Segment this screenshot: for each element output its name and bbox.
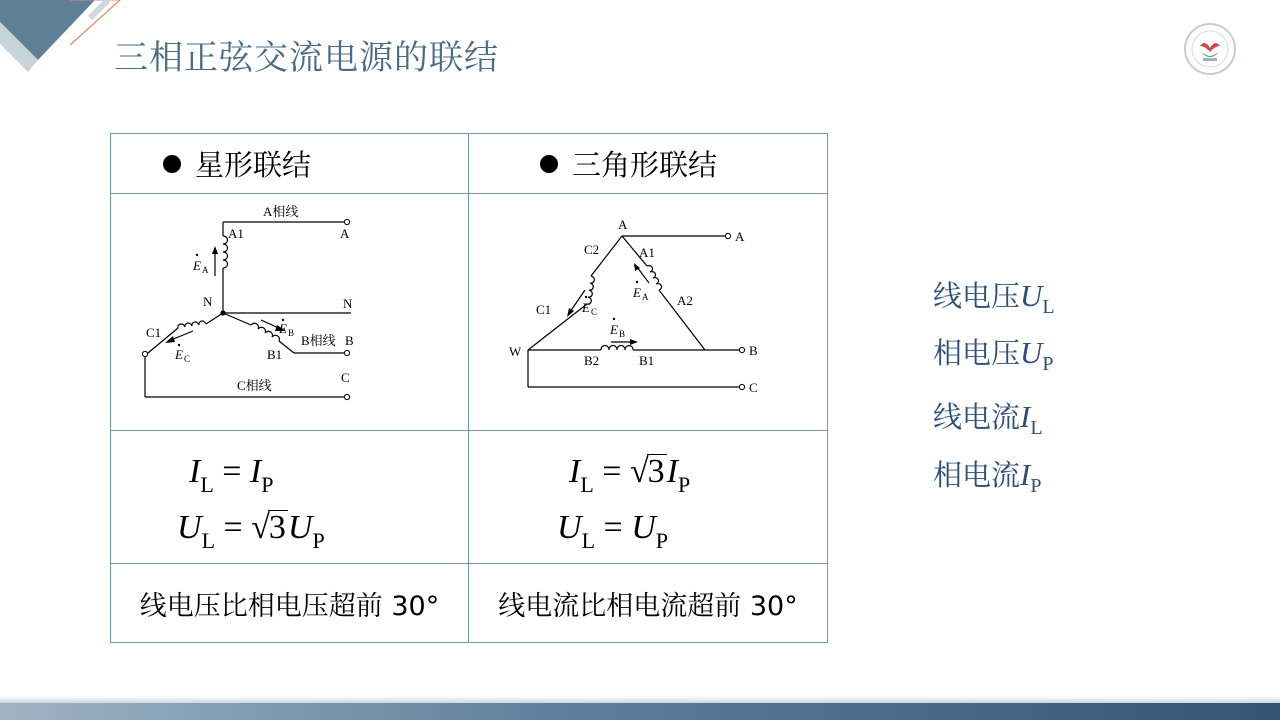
bullet-icon bbox=[540, 155, 558, 173]
n-node-label: N bbox=[203, 294, 213, 309]
ea-sub-label: A bbox=[202, 265, 209, 275]
a-node-label: A bbox=[618, 217, 628, 232]
star-note: 线电压比相电压超前 30° bbox=[139, 590, 440, 622]
b-line-label: B相线 bbox=[301, 333, 336, 348]
star-equations-cell bbox=[111, 431, 469, 564]
star-diagram-cell bbox=[111, 194, 469, 431]
w-node-label: W bbox=[509, 344, 522, 359]
c2-label: C2 bbox=[584, 242, 600, 257]
b1-label: B1 bbox=[639, 353, 655, 368]
eb-sub-label: B bbox=[619, 329, 626, 339]
delta-note: 线电流比相电流超前 30° bbox=[498, 590, 798, 622]
comparison-table bbox=[110, 133, 828, 643]
a2-label: A2 bbox=[677, 293, 693, 308]
side-line-current: 线电流$I_L$ bbox=[933, 399, 1043, 439]
ec-label: E bbox=[175, 347, 183, 362]
delta-note-cell bbox=[469, 564, 828, 643]
a1-label: A1 bbox=[639, 245, 655, 260]
c-line-label: C相线 bbox=[237, 378, 272, 393]
c-terminal-label: C bbox=[341, 370, 350, 385]
ec-label: E bbox=[582, 300, 590, 315]
ec-sub-label: C bbox=[591, 307, 598, 317]
ea-sub-label: A bbox=[642, 292, 649, 302]
b1-label: B1 bbox=[267, 347, 283, 362]
star-heading: 星形联结 bbox=[195, 148, 312, 182]
school-logo bbox=[1183, 22, 1237, 76]
star-connection-diagram bbox=[111, 194, 468, 426]
page-title: 三相正弦交流电源的联结 bbox=[114, 38, 499, 78]
b-terminal-label: B bbox=[345, 333, 354, 348]
delta-current-equation: $I_L = √3I_P$ bbox=[569, 453, 691, 497]
star-current-equation: $I_L = I_P$ bbox=[189, 453, 274, 497]
a-line-label: A相线 bbox=[263, 204, 299, 219]
side-line-voltage: 线电压$U_L$ bbox=[933, 278, 1055, 318]
a-terminal-label: A bbox=[735, 229, 745, 244]
eb-sub-label: B bbox=[288, 328, 295, 338]
c1-label: C1 bbox=[536, 302, 552, 317]
ec-sub-label: C bbox=[184, 354, 191, 364]
delta-connection-diagram bbox=[469, 194, 827, 426]
ea-label: E bbox=[193, 258, 201, 273]
bottom-shadow bbox=[0, 696, 1280, 703]
delta-heading-cell bbox=[469, 134, 828, 194]
star-heading-cell bbox=[111, 134, 469, 194]
b-terminal-label: B bbox=[749, 343, 758, 358]
star-voltage-equation: $U_L = √3U_P$ bbox=[177, 509, 325, 553]
b2-label: B2 bbox=[584, 353, 600, 368]
star-note-cell bbox=[111, 564, 469, 643]
c1-label: C1 bbox=[146, 325, 162, 340]
delta-heading: 三角形联结 bbox=[572, 148, 718, 182]
delta-voltage-equation: $U_L = U_P$ bbox=[557, 509, 669, 553]
side-phase-current: 相电流$I_P$ bbox=[933, 457, 1042, 497]
n-terminal-label: N bbox=[343, 296, 353, 311]
bullet-icon bbox=[163, 155, 181, 173]
bottom-bar bbox=[0, 703, 1280, 720]
delta-diagram-cell bbox=[469, 194, 828, 431]
eb-label: E bbox=[279, 321, 287, 336]
ea-label: E bbox=[633, 285, 641, 300]
c-terminal-label: C bbox=[749, 380, 758, 395]
eb-label: E bbox=[610, 322, 618, 337]
a1-label: A1 bbox=[228, 226, 244, 241]
delta-equations-cell bbox=[469, 431, 828, 564]
a-terminal-label: A bbox=[340, 226, 350, 241]
side-phase-voltage: 相电压$U_P$ bbox=[933, 335, 1054, 375]
